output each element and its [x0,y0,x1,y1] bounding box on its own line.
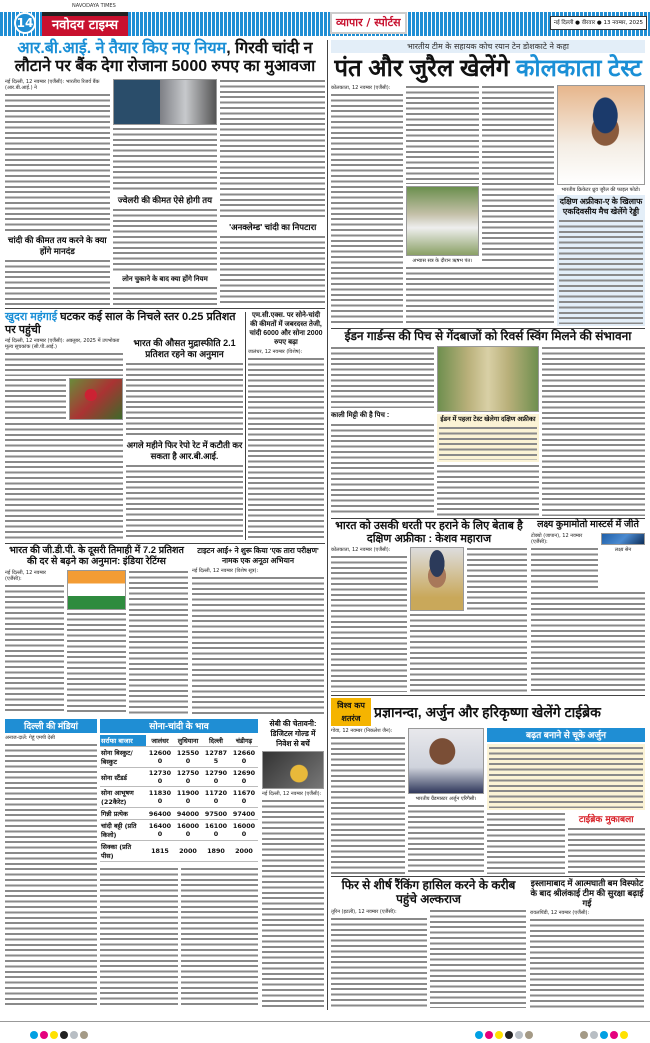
rbi-subhead-unclaimed: 'अनक्लेम्ड' चांदी का निपटारा [229,222,317,233]
rbi-headline-rest: , गिरवी चांदी न लौटाने पर बैंक देगा रोजाना 5000 रुपए का मुआवजा [14,40,316,76]
maharaj-body-col2b [410,613,527,692]
eden-subhead-pitch: काली मिट्टी की है पिच : [331,411,390,419]
sebi-body [262,799,324,1008]
divider [245,312,246,540]
inflation-headline-highlight: खुदरा महंगाई [5,311,58,323]
eden-info-box [437,414,540,462]
rbi-subhead-jewellery: ज्वेलरी की कीमत ऐसे होगी तय [117,194,213,205]
column-header: सर्राफा बाजार [100,735,146,747]
rbi-body-col3b [220,235,325,306]
srilanka-story [530,879,644,1008]
titan-body [192,576,324,714]
chess-story [331,698,645,874]
price-cell: 96400 [146,808,174,820]
chess-body-col4 [568,827,646,874]
srilanka-body [530,918,644,1008]
jurel-photo [557,85,645,185]
column-header: दिल्ली [202,735,230,747]
gdp-body-col2 [67,612,126,714]
rbi-body-col3 [220,79,325,220]
inflation-subhead-average: भारत की औसत मुद्रास्फीति 2.1 प्रतिशत रहने का अनुमान [133,338,236,360]
inflation-body-col2b [126,464,243,540]
chess-badge: विश्व कप शतरंज [331,698,371,726]
pant-lead: कोलकाता, 12 नवम्बर (एजैंसी): [331,84,391,91]
rbi-body-col2 [113,127,218,193]
table-header-row [100,735,258,747]
footer-rule [0,1021,650,1022]
price-cell: 97400 [230,808,258,820]
inflation-body-col1b [5,378,66,420]
maharaj-headline: भारत को उसकी धरती पर हराने के लिए बेताब है दक्षिण अफ्रीका : केशव महाराज [335,520,523,545]
item-cell: सोना आभूषण (22कैरेट) [100,787,146,808]
vegetable-market-image [69,378,123,420]
mcx-body [248,357,324,540]
price-cell: 126900 [230,768,258,787]
jurel-photo-caption: भारतीय क्रिकेटर ध्रुव जुरैल की फाइल फोटो। [561,186,641,193]
price-cell: 160000 [230,820,258,841]
eden-headline: ईडन गार्डन्स की पिच से गेंदबाजों को रिवर्स स्विंग मिलने की संभावना [344,329,632,343]
sebi-story [262,719,324,1008]
lakshya-lead: टोक्यो (जापान), 12 नवम्बर (एजैंसी): [531,532,583,545]
item-cell: सोना बिस्कुट/बिस्कुट [100,747,146,768]
price-cell: 97500 [202,808,230,820]
table-row [100,747,258,768]
rbi-subhead-silver-price: चांदी की कीमत तय करने के क्या होंगे मानदंड [8,235,107,257]
price-cell: 117200 [202,787,230,808]
divider [331,876,645,877]
lakshya-photo-caption: लक्ष्य सेन [614,546,632,553]
price-cell: 1890 [202,841,230,862]
inflation-body-col2a [126,362,243,438]
inflation-body-col1a [5,352,123,376]
india-map-image [67,570,126,610]
color-registration-marks [475,1024,535,1043]
titan-lead: नई दिल्ली, 12 नवम्बर (विशेष सूत्र): [192,568,259,574]
lakshya-photo [601,533,645,545]
pant-body-col3 [482,85,555,265]
price-cell: 160000 [174,820,202,841]
sebi-lead: नई दिल्ली, 12 नवम्बर (एजैंसी): [262,791,322,797]
eden-box-title: ईडन में पहला टेस्ट खेलेगा दक्षिण अफ्रीका [440,415,536,423]
divider [5,543,325,544]
price-cell: 127300 [146,768,174,787]
table-row [100,841,258,862]
color-registration-marks [30,1024,90,1043]
bullion-section [100,719,258,1008]
alcaraz-headline: फिर से शीर्ष रैंकिंग हासिल करने के करीब पहुंचे अल्कराज [341,878,516,906]
maharaj-photo [410,547,464,611]
alcaraz-story [331,879,526,1008]
mcx-lead: जालंधर, 12 नवम्बर (विशेष): [248,349,303,355]
pant-story [331,40,645,326]
rbi-body-col2b [113,208,218,274]
market-rates-body-b [181,867,259,1008]
titan-story [192,546,324,714]
bullion-title-bar: सोना-चांदी के भाव [100,719,258,733]
eden-box-body [439,426,538,460]
section-label: व्यापार / स्पोर्टस [330,12,407,34]
inflation-story [5,311,243,540]
price-cell: 125500 [174,747,202,768]
gdp-body-col3 [129,570,188,714]
price-cell: 119000 [174,787,202,808]
item-cell: चांदी बट्टी (प्रति किलो) [100,820,146,841]
eden-body-col1a [331,346,434,408]
column-header: चंडीगढ़ [230,735,258,747]
item-cell: सोना स्टैंडर्ड [100,768,146,787]
chess-box-title: बढ़त बनाने से चूके अर्जुन [487,728,645,742]
bullion-table [100,735,258,862]
chess-body-col1 [331,736,405,874]
chess-headline: प्रज्ञानन्दा, अर्जुन और हरिकृष्णा खेलेंगे टाईब्रेक [374,703,601,720]
rbi-headline-highlight: आर.बी.आई. ने तैयार किए नए नियम [17,40,227,57]
eden-body-col1b [331,423,434,516]
gdp-lead: नई दिल्ली, 12 नवम्बर (एजैंसी): [5,569,46,582]
chess-box [487,744,645,810]
gdp-headline: भारत की जी.डी.पी. के दूसरी तिमाही में 7.2 प्रतिशत की दर से बढ़ने का अनुमान: इंडिया रेटिंग्स [9,545,184,567]
maharaj-story [331,520,527,692]
alcaraz-body-col2 [430,909,526,1008]
eden-body-col2 [437,464,540,516]
maharaj-body-col2a [467,547,527,611]
reddy-box [557,195,645,326]
price-cell: 1815 [146,841,174,862]
price-cell: 161000 [202,820,230,841]
gdp-body-col1 [5,584,64,714]
mandi-section [5,719,97,1008]
pant-batting-caption: अभ्यास सत्र के दौरान ऋषभ पंत। [412,258,473,265]
price-cell: 2000 [174,841,202,862]
reddy-body [559,219,643,324]
market-rates-body-a [100,867,178,1008]
table-row [100,787,258,808]
inflation-headline [5,311,243,336]
maharaj-body-col1 [331,555,407,692]
rbi-body-col1 [5,93,110,233]
column-divider [327,40,328,1010]
price-cell: 127500 [174,768,202,787]
chess-lead: गोवा, 12 नवम्बर (निकलेश जैन): [331,728,393,734]
divider [5,308,325,309]
digital-gold-image [262,751,324,789]
mcx-story [248,311,324,540]
alcaraz-body-col1 [331,917,427,1008]
lakshya-headline: लक्ष्य कुमामोतो मास्टर्स में जीते [537,519,639,530]
color-registration-marks [580,1024,630,1043]
eden-story [331,330,645,516]
item-cell: गिन्नी प्रत्येक [100,808,146,820]
chess-body-col2 [408,804,484,874]
pant-headline-main: पंत और जुरैल खेलेंगे [334,55,516,82]
item-cell: सिक्का (प्रति पीस) [100,841,146,862]
alcaraz-lead: तूरिन (इटली), 12 नवम्बर (एजैंसी): [331,908,397,915]
rbi-lead: नई दिल्ली, 12 नवम्बर (एजैंसी): भारतीय रिजर्व बैंक (आर.बी.आई.) ने [5,78,100,91]
column-header: जालंधर [146,735,174,747]
rbi-silver-image [113,79,218,125]
chess-body-col3 [487,812,565,874]
pant-body-col2b [406,266,554,326]
pant-headline-highlight: कोलकाता टेस्ट [516,55,642,82]
price-cell: 94000 [174,808,202,820]
mcx-headline: एम.सी.एक्स. पर सोने-चांदी की कीमतों में जबरदस्त तेजी, चांदी 6000 और सोना 2000 रुपए बढ़ा [249,312,323,346]
table-row [100,820,258,841]
table-row [100,808,258,820]
maharaj-lead: कोलकाता, 12 नवम्बर (एजैंसी): [331,547,391,554]
rbi-story [5,40,325,306]
rbi-body-col2c [113,286,218,306]
pant-batting-image [406,186,479,256]
lakshya-story [531,520,645,692]
sebi-headline: सेबी की चेतावनी: डिजिटल गोल्ड में निवेश से बचें [269,719,317,748]
price-cell: 127875 [202,747,230,768]
lakshya-body-b [531,591,645,692]
tiebreak-subhead: टाईब्रेक मुकाबला [578,815,634,825]
mandi-title-bar: दिल्ली की मंडियां [5,719,97,733]
pant-body-col1 [331,93,403,326]
srilanka-headline: इस्लामाबाद में आत्मघाती बम विस्फोट के बाद श्रीलंकाई टीम की सुरक्षा बढ़ाई गई [530,878,644,908]
price-cell: 2000 [230,841,258,862]
mandi-lead: अनाज-दालें: गेहूं एमपी देसी [5,735,55,741]
divider [331,695,645,696]
arjun-photo-caption: भारतीय ग्रैंडमास्टर अर्जुन एरिगैसी। [415,796,477,802]
mandi-body [5,743,97,1008]
gdp-story [5,546,188,714]
pant-body-col2a [406,85,479,185]
dateline: नई दिल्ली ● वीरवार ● 13 नवम्बर, 2025 [550,16,647,30]
inflation-body-col1c [5,422,123,540]
arjun-photo [408,728,484,794]
chess-box-body [489,746,643,808]
lakshya-body-a [531,547,598,589]
price-cell: 126600 [230,747,258,768]
srilanka-lead: रावलपिंडी, 12 नवम्बर (एजैंसी): [530,910,590,917]
eden-body-col3 [542,346,645,516]
titan-headline: टाइटन आई+ ने शुरू किया 'एक तारा परीक्षण' नामक एक अनूठा अभियान [197,546,319,565]
reddy-headline: दक्षिण अफ्रीका-ए के खिलाफ एकदिवसीय मैच खेलेंगे रेड्डी [559,196,643,216]
price-cell: 116700 [230,787,258,808]
pant-kicker: भारतीय टीम के सहायक कोच रयान टेन डोशकाटे ने कहा [331,40,645,53]
price-cell: 118300 [146,787,174,808]
inflation-lead: नई दिल्ली, 12 नवम्बर (एजैंसी): अक्तूबर, 2025 में उपभोक्ता मूल्य सूचकांक (सी.पी.आई.) [5,338,120,351]
masthead-tagline: NAVODAYA TIMES [72,3,116,9]
pant-headline [331,55,645,83]
table-row [100,768,258,787]
rbi-body-col1b [5,259,110,306]
price-cell: 164000 [146,820,174,841]
eden-pitch-image [437,346,540,412]
rbi-headline [5,40,325,77]
masthead-logo: नवोदय टाइम्स [42,12,128,36]
rbi-subhead-loan: लोन चुकाने के बाद क्या होंगे नियम [122,276,208,284]
inflation-subhead-repo: अगले महीने फिर रेपो रेट में कटौती कर सकता है आर.बी.आई. [126,440,243,462]
column-header: लुधियाना [174,735,202,747]
price-cell: 126000 [146,747,174,768]
inflation-headline-rest: घटकर कई साल के निचले स्तर 0.25 प्रतिशत पर पहुंची [5,311,236,336]
page-number: 14 [14,12,36,34]
price-cell: 127900 [202,768,230,787]
